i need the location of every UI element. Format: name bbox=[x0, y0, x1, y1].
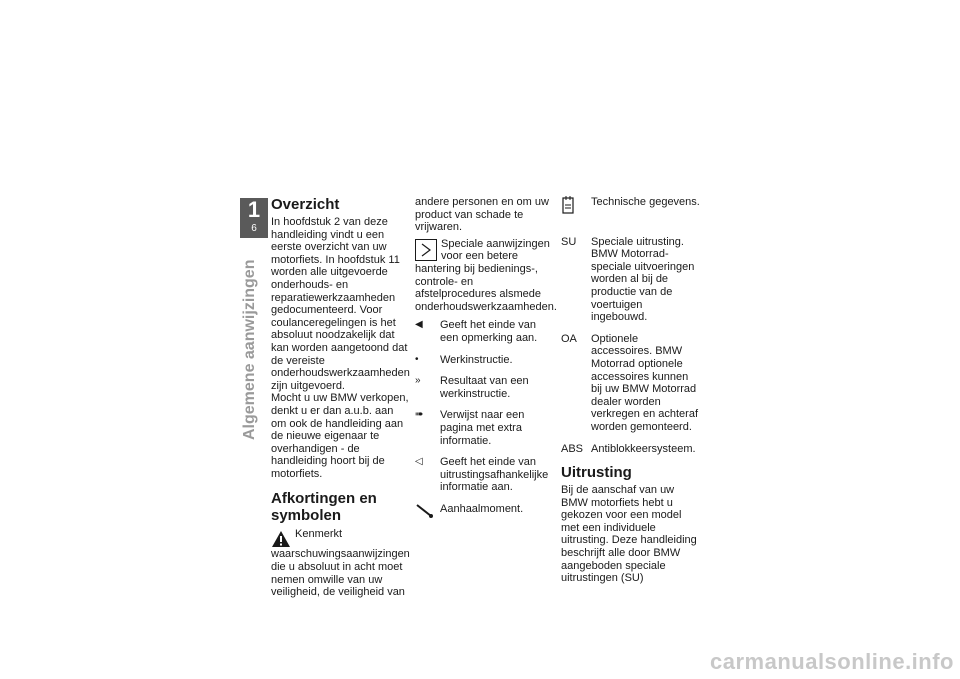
abbreviation-row bbox=[561, 443, 701, 456]
watermark: carmanualsonline.info bbox=[710, 649, 954, 674]
warning-block bbox=[271, 528, 409, 598]
end-of-equipment-info-icon: ◁ bbox=[415, 456, 423, 468]
technical-data-icon bbox=[561, 196, 591, 220]
result-icon: » bbox=[415, 375, 421, 387]
overzicht-heading: Overzicht bbox=[271, 196, 340, 213]
abbreviation-text: Antiblokkeersysteem. bbox=[591, 442, 696, 455]
abbreviation: ABS bbox=[561, 442, 584, 455]
symbol-text: Werkinstructie. bbox=[440, 353, 513, 366]
overzicht-text: In hoofdstuk 2 van deze handleiding vindt u een eerste overzicht van uw motorfiets. In hoofdstuk 11 worden alle uitgevoerde onderhouds- en reparatiewerkzaamheden gedocumenteerd. Voor coulanceregelingen is het absoluut noodzakelijk dat kan worden aangetoond dat de vereiste onderhoudswerkzaamheden zijn uitgevoerd. bbox=[271, 216, 410, 392]
column-1 bbox=[271, 196, 409, 599]
symbol-row bbox=[415, 409, 553, 447]
symbol-row bbox=[415, 375, 553, 400]
tech-data-text: Technische gegevens. bbox=[591, 196, 700, 208]
warning-continued-text: andere personen en om uw product van schade te vrijwaren. bbox=[415, 196, 549, 234]
symbol-row bbox=[415, 319, 553, 344]
symbol-list bbox=[415, 319, 553, 523]
tech-data-row bbox=[561, 196, 701, 220]
warning-triangle-icon bbox=[271, 530, 291, 548]
symbol-row bbox=[415, 503, 553, 524]
warning-text: Kenmerkt waarschuwingsaanwijzingen die u absoluut in acht moet nemen omwille van uw veiligheid, de veiligheid van bbox=[271, 528, 410, 599]
abbreviation: OA bbox=[561, 332, 577, 345]
symbol-text: Aanhaalmoment. bbox=[440, 502, 524, 515]
bullet-icon: • bbox=[415, 353, 419, 365]
afkortingen-heading: Afkortingen en symbolen bbox=[271, 490, 377, 525]
uitrusting-text: Bij de aanschaf van uw BMW motorfiets hebt u gekozen voor een model met een individuele uitrusting. Deze handleiding beschrijft alle door BMW aangeboden speciale uitrustingen (SU) bbox=[561, 484, 697, 585]
symbol-text: Verwijst naar een pagina met extra informatie. bbox=[440, 409, 525, 447]
note-block bbox=[415, 237, 557, 314]
section-side-title: Algemene aanwijzingen bbox=[241, 259, 258, 440]
abbreviation: SU bbox=[561, 235, 577, 248]
symbol-text: Geeft het einde van uitrustingsafhankelijke informatie aan. bbox=[440, 456, 549, 494]
abbreviation-row bbox=[561, 236, 701, 324]
page-number: 6 bbox=[251, 223, 257, 234]
page-reference-icon: ➠ bbox=[415, 409, 424, 421]
abbreviation-text: Speciale uitrusting. BMW Motorrad-speciale uitvoeringen worden al bij de productie van de voertuigen ingebouwd. bbox=[591, 235, 695, 324]
note-text: Speciale aanwijzingen voor een betere hantering bij bedienings-, controle- en afstelprocedures alsmede onderhoudswerkzaamheden. bbox=[415, 237, 557, 313]
uitrusting-heading: Uitrusting bbox=[561, 464, 632, 482]
verkoop-text: Mocht u uw BMW verkopen, denkt u er dan a.u.b. aan om ook de handleiding aan de nieuwe eigenaar te overhandigen - de handleiding hoort bij de motorfiets. bbox=[271, 392, 409, 480]
chapter-number: 1 bbox=[247, 197, 261, 222]
symbol-row bbox=[415, 456, 553, 494]
symbol-text: Resultaat van een werkinstructie. bbox=[440, 375, 529, 400]
chapter-tab bbox=[240, 198, 268, 238]
symbol-row bbox=[415, 354, 553, 367]
column-2 bbox=[415, 196, 557, 532]
note-arrow-icon bbox=[415, 239, 437, 261]
abbreviation-row bbox=[561, 333, 701, 434]
end-of-note-icon: ◀ bbox=[415, 319, 423, 331]
abbreviation-text: Optionele accessoires. BMW Motorrad optionele accessoires kunnen bij uw BMW Motorrad dealer worden verkregen en achteraf worden gemonteerd. bbox=[591, 332, 699, 433]
torque-wrench-icon bbox=[415, 503, 440, 524]
symbol-text: Geeft het einde van een opmerking aan. bbox=[440, 319, 538, 344]
column-3 bbox=[561, 196, 701, 585]
